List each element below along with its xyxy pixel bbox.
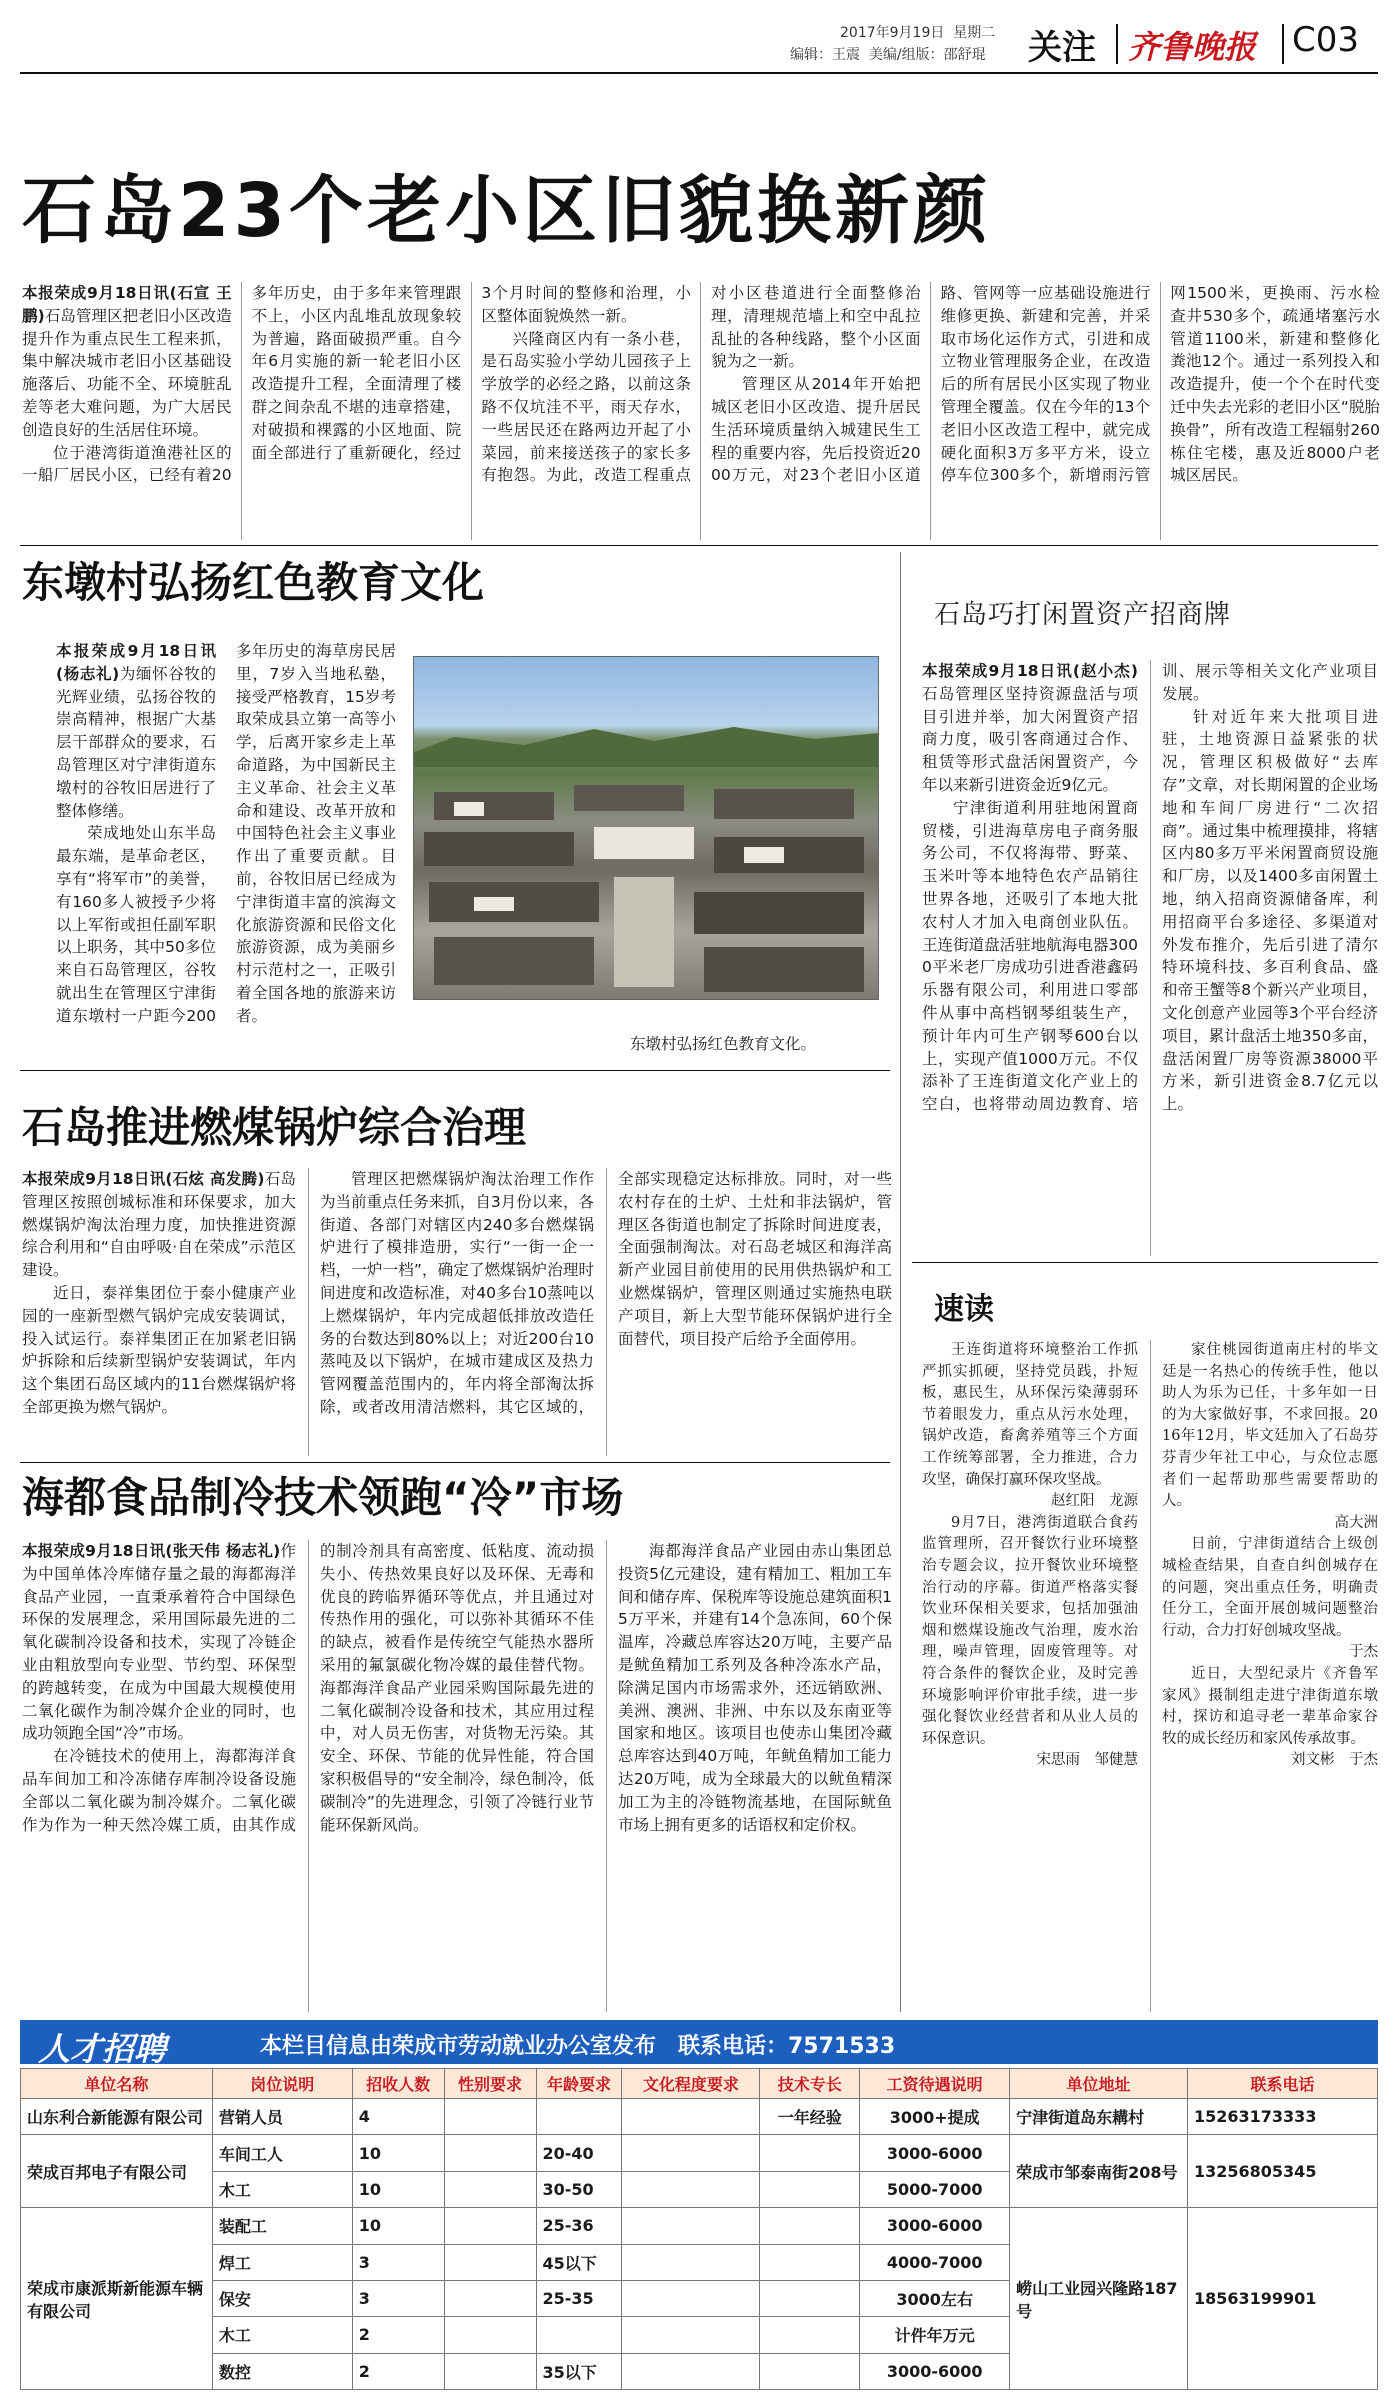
gender-cell: [444, 2208, 536, 2244]
education-cell: [622, 2099, 760, 2135]
count-cell: 10: [352, 2171, 444, 2207]
brief-item: 家住桃园街道南庄村的毕文廷是一名热心的传统手性，他以助人为乐为已任，十多年如一日的为大家做好事，不求回报。2016年12月，毕文廷加入了石岛芬芬青少年社工中心，与众位志愿者们一起帮助那些需要帮助的人。 高大洲: [1162, 1342, 1378, 1531]
boiler-article: 本报荣成9月18日讯(石炫 高发腾)石岛管理区按照创城标准和环保要求，加大燃煤锅炉淘汰治理力度，加快推进资源综合利用和“自由呼吸·自在荣成”示范区建设。 近日，泰祥集团位于泰小健康产业园的一座新型燃气锅炉完成安装调试，投入试运行。泰祥集团正在加紧老旧锅炉拆除和后续新型锅炉安装调试，年内这个集团石岛区域内的11台燃煤锅炉将全部更换为燃气锅炉。 管理区把燃煤锅炉淘汰治理工作作为当前重点任务来抓，自3月份以来，各街道、各部门对辖区内240多台燃煤锅炉进行了模排造册，实行“一街一企一档，一炉一档”，确定了燃煤锅炉治理时间进度和改造标准，对40多台10蒸吨以上燃煤锅炉，年内完成超低排放改造任务的台数达到80%以上；对近200台10蒸吨及以下锅炉，在城市建成区及热力管网覆盖范围内的，年内将全部淘汰拆除，或者改用清洁燃料，其它区域的，全部实现稳定达标排放。同时，对一些农村存在的土炉、土灶和非法锅炉，管理区各街道也制定了拆除时间进度表，全面强制淘汰。对石岛老城区和海洋高新产业园目前使用的民用供热锅炉和工业燃煤锅炉，管理区则通过实施热电联产项目，新上大型节能环保锅炉进行全面替代，项目投产后给予全面停用。: [22, 1170, 892, 1416]
main-bottom-rule: [20, 545, 1378, 546]
col-count: 招收人数: [352, 2069, 444, 2099]
right-column-rule: [900, 552, 901, 2012]
skill-cell: [760, 2135, 860, 2171]
pay-cell: 4000-7000: [860, 2244, 1010, 2280]
brief-item: 近日，大型纪录片《齐鲁军家风》摄制组走进宁津街道东墩村，探访和追寻老一辈革命家谷牧的成长经历和家风传承故事。 刘文彬 于杰: [1162, 1665, 1378, 1769]
post-cell: 木工: [212, 2317, 352, 2353]
village-rooftops-illustration: [414, 657, 879, 1000]
red-culture-article: 本报荣成9月18日讯(杨志礼)为缅怀谷牧的光辉业绩，弘扬谷牧的崇高精神，根据广大基层干部群众的要求，石岛管理区对宁津街道东墩村的谷牧旧居进行了整体修缮。 荣成地处山东半岛最东端，是革命老区，享有“将军市”的美誉，有160多人被授予少将以上军衔或担任副军职以上职务，其中50多位来自石岛管理区，谷牧就出生在管理区宁津街道东墩村一户距今200多年历史的海草房民居里，7岁入当地私塾，接受严格教育，15岁考取荣成县立第一高等小学，后离开家乡走上革命道路，为中国新民主主义革命、社会主义革命和建设、改革开放和中国特色社会主义事业作出了重要贡献。目前，谷牧旧居已经成为宁津街道丰富的滨海文化旅游资源和民俗文化旅游资源，成为美丽乡村示范村之一，正吸引着全国各地的旅游来访者。: [56, 642, 396, 1025]
pay-cell: 3000左右: [860, 2280, 1010, 2316]
post-cell: 木工: [212, 2171, 352, 2207]
main-article: 本报荣成9月18日讯(石宣 王鹏)石岛管理区把老旧小区改造提升作为重点民生工程来抓，集中解决城市老旧小区基础设施落后、功能不全、环境脏乱差等老大难问题，为广大居民创造良好的生活居住环境。 位于港湾街道渔港社区的一船厂居民小区，已经有着20多年历史，由于多年来管理跟不上，小区内乱堆乱放现象较为普遍，路面破损严重。自今年6月实施的新一轮老旧小区改造提升工程，全面清理了楼群之间杂乱不堪的违章搭建，对破损和裸露的小区地面、院面全部进行了重新硬化，经过3个月时间的整修和治理，小区整体面貌焕然一新。 兴隆商区内有一条小巷，是石岛实验小学幼儿园孩子上学放学的必经之路，以前这条路不仅坑洼不平，雨天存水，一些居民还在路两边开起了小菜园，前来接送孩子的家长多有抱怨。为此，改造工程重点对小区巷道进行全面整修治理，清理规范墙上和空中乱拉乱扯的各种线路，整个小区面貌为之一新。 管理区从2014年开始把城区老旧小区改造、提升居民生活环境质量纳入城建民生工程的重要内容，先后投资近2000万元，对23个老旧小区道路、管网等一应基础设施进行维修更换、新建和完善，并采取市场化运作方式，引进和成立物业管理服务企业，在改造后的所有居民小区实现了物业管理全覆盖。仅在今年的13个老旧小区改造工程中，就完成硬化面积3万多平方米，设立停车位300多个，新增雨污管网1500米，更换雨、污水检查井530多个，疏通堵塞污水管道1100米，新建和整修化粪池12个。通过一系列投入和改造提升，使一个个在时代变迁中失去光彩的老旧小区“脱胎换骨”，所有改造工程辐射260栋住宅楼，惠及近8000户老城区居民。: [22, 284, 1380, 485]
masthead-rule: [20, 72, 1378, 74]
address-cell: 荣成市邹泰南街208号: [1010, 2135, 1188, 2208]
skill-cell: [760, 2208, 860, 2244]
brief-item: 日前，宁津街道结合上级创城检查结果，自查自纠创城存在的问题，突出重点任务，明确责任分工，全面开展创城问题整治行动，合力打好创城攻坚战。 于杰: [1162, 1536, 1378, 1661]
gender-cell: [444, 2280, 536, 2316]
masthead: [0, 0, 1395, 75]
age-cell: [536, 2099, 622, 2135]
age-cell: 45以下: [536, 2244, 622, 2280]
issue-date: 2017年9月19日 星期二: [840, 25, 996, 41]
count-cell: 3: [352, 2280, 444, 2316]
gender-cell: [444, 2353, 536, 2389]
paper-logo: 齐鲁晚报: [1128, 28, 1257, 66]
age-cell: 30-50: [536, 2171, 622, 2207]
table-row: [21, 2099, 1378, 2135]
education-cell: [622, 2135, 760, 2171]
count-cell: 4: [352, 2099, 444, 2135]
jobs-banner: [20, 2020, 1378, 2068]
pay-cell: 3000+提成: [860, 2099, 1010, 2135]
brief-item: 9月7日，港湾街道联合食药监管理所，召开餐饮行业环境整治专题会议，拉开餐饮业环境整治行动的序幕。街道严格落实餐饮业环保相关要求，包括加强油烟和燃煤设施改气治理，废水治理，噪声管理，固废管理等。对符合条件的餐饮企业，及时完善环境影响评价审批手续，进一步强化餐饮业经营者和从业人员的环保意识。 宋思雨 邹健慧: [922, 1514, 1138, 1769]
skill-cell: 一年经验: [760, 2099, 860, 2135]
education-cell: [622, 2353, 760, 2389]
brief-item: 王连街道将环境整治工作抓严抓实抓硬，坚持党员践，扑短板，惠民生，从环保污染薄弱环节着眼发力，重点从污水处理，锅炉改造，畜禽养殖等三个方面工作统筹部署，全力推进，合力攻坚，确保打赢环保攻坚战。 赵红阳 龙源: [922, 1342, 1138, 1510]
pay-cell: 3000-6000: [860, 2353, 1010, 2389]
col-skill: 技术专长: [760, 2069, 860, 2099]
col-company: 单位名称: [21, 2069, 213, 2099]
address-cell: 宁津街道岛东耩村: [1010, 2099, 1188, 2135]
col-education: 文化程度要求: [622, 2069, 760, 2099]
phone-cell: 15263173333: [1187, 2099, 1377, 2135]
masthead-divider: [1116, 24, 1118, 64]
briefs-title: 速读: [934, 1292, 994, 1327]
count-cell: 10: [352, 2135, 444, 2171]
cold-chain-article: 本报荣成9月18日讯(张天伟 杨志礼)作为中国单体冷库储存量之最的海都海洋食品产业园，一直秉承着符合中国绿色环保的发展理念，采用国际最先进的二氧化碳制冷设备和技术，实现了冷链企业由粗放型向专业型、节约型、环保型的跨越转变，在成为中国最大规模使用二氧化碳作为制冷媒介企业的同时，也成功领跑全国“冷”市场。 在冷链技术的使用上，海都海洋食品车间加工和冷冻储存库制冷设备设施全部以二氧化碳为制冷媒介。二氧化碳作为作为一种天然冷媒工质，由其作成的制冷剂具有高密度、低粘度、流动损失小、传热效果良好以及环保、无毒和优良的跨临界循环等优点，并且通过对传热作用的强化，可以弥补其循环不佳的缺点，被看作是传统空气能热水器所采用的氟氯碳化物冷媒的最佳替代物。海都海洋食品产业园采购国际最先进的二氧化碳制冷设备和技术，其应用过程中，对人员无伤害，对货物无污染。其安全、环保、节能的优异性能，符合国家积极倡导的“安全制冷，绿色制冷，低碳制冷”的先进理念，引领了冷链行业节能环保新风尚。 海都海洋食品产业园由赤山集团总投资5亿元建设，建有精加工、粗加工车间和储存库、保税库等设施总建筑面积15万平米，并建有14个急冻间，60个保温库，冷藏总库容达20万吨，主要产品是鱿鱼精加工系列及各种冷冻水产品，除满足国内市场需求外，还远销欧洲、美洲、澳洲、非洲、中东以及东南亚等国家和地区。该项目也使赤山集团冷藏总库容达到40万吨，年鱿鱼精加工能力达20万吨，成为全球最大的以鱿鱼精深加工为主的冷链物流基地，在国际鱿鱼市场上拥有更多的话语权和定价权。: [22, 1542, 892, 1834]
gender-cell: [444, 2171, 536, 2207]
village-photo: [413, 656, 879, 1000]
pay-cell: 5000-7000: [860, 2171, 1010, 2207]
jobs-header-row: [21, 2069, 1378, 2099]
gender-cell: [444, 2244, 536, 2280]
company-name-cell: 山东利合新能源有限公司: [21, 2099, 213, 2135]
age-cell: 20-40: [536, 2135, 622, 2171]
phone-cell: 18563199901: [1187, 2208, 1377, 2390]
cold-top-rule: [20, 1462, 890, 1463]
masthead-divider-2: [1282, 24, 1284, 64]
count-cell: 3: [352, 2244, 444, 2280]
age-cell: [536, 2317, 622, 2353]
education-cell: [622, 2208, 760, 2244]
cold-chain-headline: 海都食品制冷技术领跑“冷”市场: [22, 1473, 624, 1522]
briefs-top-rule: [912, 1262, 1378, 1263]
col-gender: 性别要求: [444, 2069, 536, 2099]
col-pay: 工资待遇说明: [860, 2069, 1010, 2099]
post-cell: 营销人员: [212, 2099, 352, 2135]
jobs-body: [21, 2099, 1378, 2390]
jobs-table: [20, 2068, 1378, 2390]
red-culture-headline: 东墩村弘扬红色教育文化: [22, 558, 485, 607]
age-cell: 35以下: [536, 2353, 622, 2389]
page-number: C03: [1292, 20, 1360, 60]
assets-article: 本报荣成9月18日讯(赵小杰)石岛管理区坚持资源盘活与项目引进并举，加大闲置资产招商力度，吸引客商通过合作、租赁等形式盘活闲置资产，今年以来新引进资金近9亿元。 宁津街道利用驻地闲置商贸楼，引进海草房电子商务服务公司，不仅将海带、野菜、玉米叶等本地特色农产品销往世界各地，还吸引了本地大批农村人才加入电商创业队伍。王连街道盘活驻地航海电器3000平米老厂房成功引进香港鑫码乐器有限公司，利用进口零部件从事中高档钢琴组装生产，预计年内可生产钢琴600台以上，实现产值1000万元。不仅添补了王连街道文化产业上的空白，也将带动周边教育、培训、展示等相关文化产业项目发展。 针对近年来大批项目进驻，土地资源日益紧张的状况，管理区积极做好“去库存”文章，对长期闲置的企业场地和车间厂房进行“二次招商”。通过集中梳理摸排，将辖区内80多万平米闲置商贸设施和厂房，以及1400多亩闲置土地，纳入招商资源储备库，利用招商平台多途径、多渠道对外发布推介，先后引进了清尔特环境科技、多百利食品、盛和帝王蟹等8个新兴产业项目，文化创意产业园等3个平台经济项目，累计盘活土地350多亩，盘活闲置厂房等资源38000平方米，新引进资金8.7亿元以上。: [922, 662, 1378, 1114]
table-row: [21, 2208, 1378, 2244]
education-cell: [622, 2171, 760, 2207]
education-cell: [622, 2317, 760, 2353]
pay-cell: 3000-6000: [860, 2208, 1010, 2244]
education-cell: [622, 2280, 760, 2316]
post-cell: 车间工人: [212, 2135, 352, 2171]
count-cell: 10: [352, 2208, 444, 2244]
age-cell: 25-35: [536, 2280, 622, 2316]
education-cell: [622, 2244, 760, 2280]
skill-cell: [760, 2171, 860, 2207]
pay-cell: 3000-6000: [860, 2135, 1010, 2171]
editor-line: 编辑：王震 美编/组版：邵舒琨: [790, 47, 986, 63]
skill-cell: [760, 2317, 860, 2353]
count-cell: 2: [352, 2353, 444, 2389]
briefs-body: [922, 1340, 1378, 2012]
main-headline: 石岛23个老小区旧貌换新颜: [22, 168, 991, 254]
post-cell: 装配工: [212, 2208, 352, 2244]
skill-cell: [760, 2280, 860, 2316]
phone-cell: 13256805345: [1187, 2135, 1377, 2208]
company-name-cell: 荣成百邦电子有限公司: [21, 2135, 213, 2208]
post-cell: 焊工: [212, 2244, 352, 2280]
post-cell: 保安: [212, 2280, 352, 2316]
jobs-title: 人才招聘: [38, 2030, 167, 2068]
skill-cell: [760, 2353, 860, 2389]
pay-cell: 计件年万元: [860, 2317, 1010, 2353]
photo-caption: 东墩村弘扬红色教育文化。: [630, 1035, 817, 1053]
gender-cell: [444, 2317, 536, 2353]
count-cell: 2: [352, 2317, 444, 2353]
boiler-top-rule: [20, 1070, 890, 1071]
skill-cell: [760, 2244, 860, 2280]
company-name-cell: 荣成市康派斯新能源车辆有限公司: [21, 2208, 213, 2390]
table-row: [21, 2135, 1378, 2171]
age-cell: 25-36: [536, 2208, 622, 2244]
gender-cell: [444, 2135, 536, 2171]
col-age: 年龄要求: [536, 2069, 622, 2099]
jobs-notice: 本栏目信息由荣成市劳动就业办公室发布 联系电话：7571533: [260, 2034, 896, 2059]
section-title: 关注: [1028, 28, 1096, 68]
boiler-headline: 石岛推进燃煤锅炉综合治理: [22, 1103, 527, 1152]
post-cell: 数控: [212, 2353, 352, 2389]
assets-headline: 石岛巧打闲置资产招商牌: [934, 600, 1232, 630]
col-phone: 联系电话: [1187, 2069, 1377, 2099]
col-address: 单位地址: [1010, 2069, 1188, 2099]
address-cell: 崂山工业园兴隆路187号: [1010, 2208, 1188, 2390]
gender-cell: [444, 2099, 536, 2135]
col-post: 岗位说明: [212, 2069, 352, 2099]
